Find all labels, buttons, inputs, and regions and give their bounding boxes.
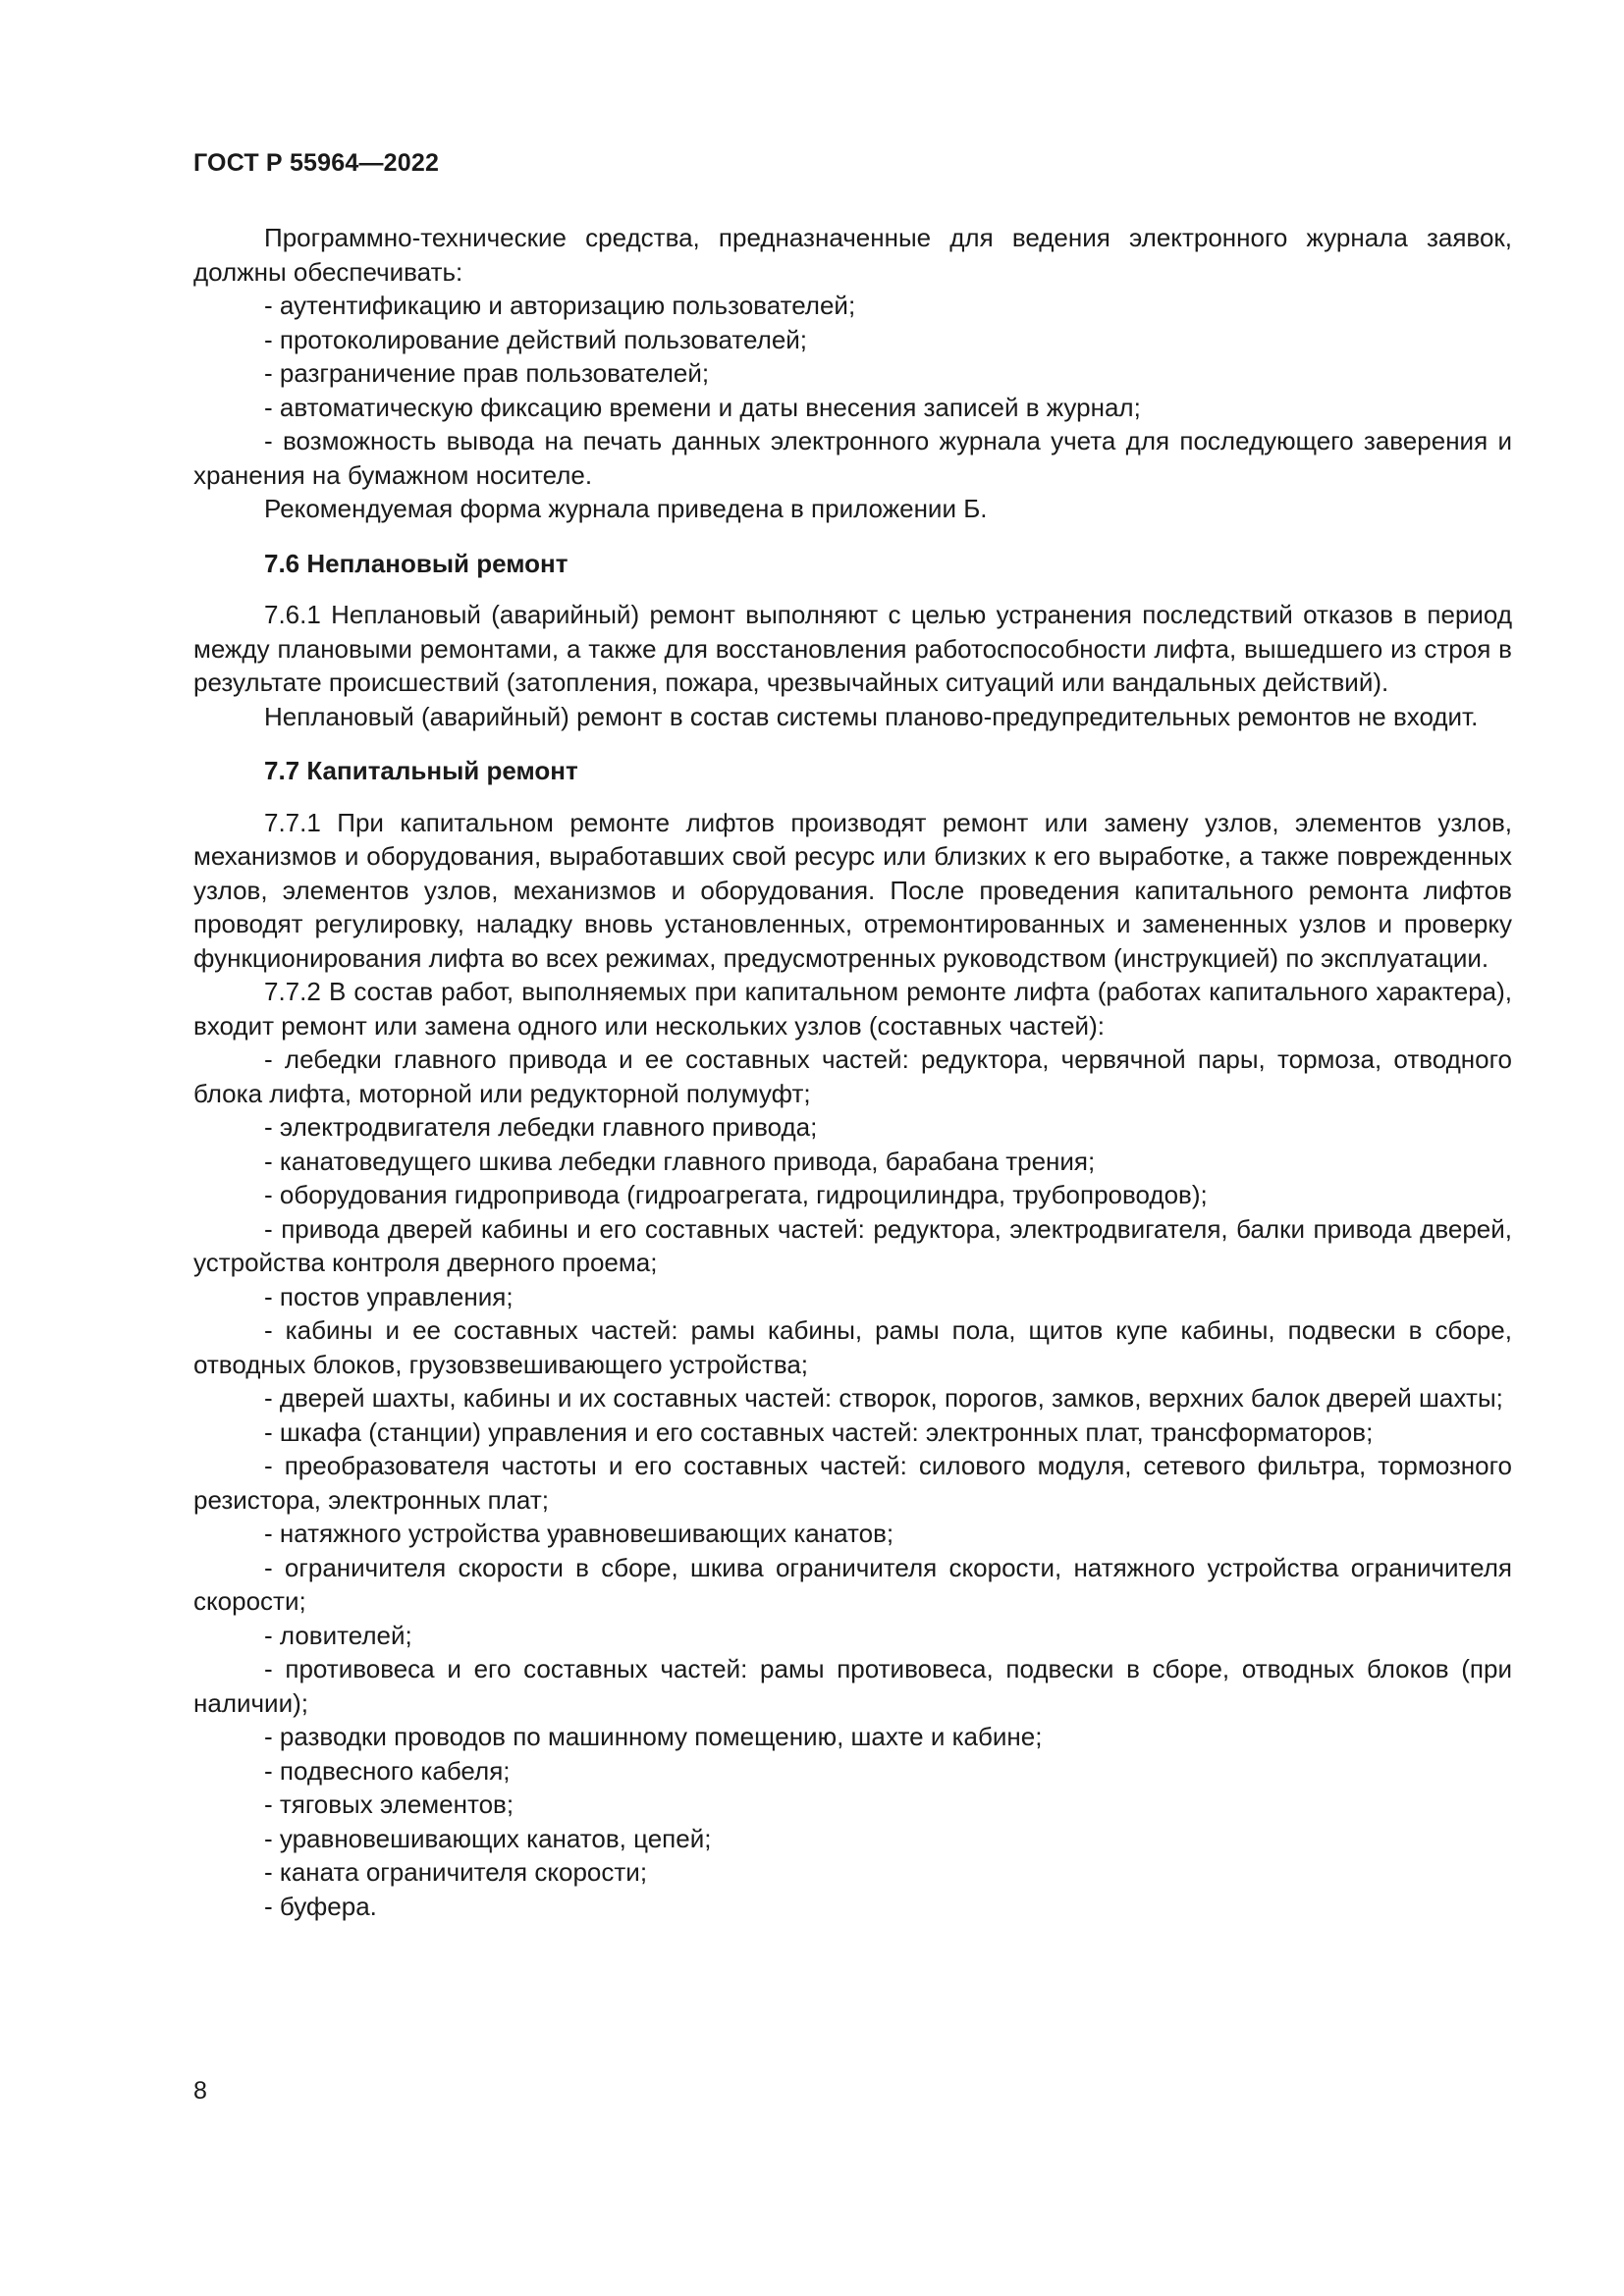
repair-list-item: - разводки проводов по машинному помещению, шахте и кабине;	[264, 1722, 1043, 1751]
section-7-7-1-paragraph: 7.7.1 При капитальном ремонте лифтов производят ремонт или замену узлов, элементов узлов, механизмов и оборудования, выработавших свой ресурс или близких к его выработке, а также поврежденных узлов, элементов узлов, механизмов и оборудования. После проведения капитального ремонта лифтов проводят регулировку, наладку вновь установленных, отремонтированных и замененных узлов и проверку функционирования лифта во всех режимах, предусмотренных руководством (инструкцией) по эксплуатации.	[193, 807, 1512, 973]
section-7-7-2-paragraph: 7.7.2 В состав работ, выполняемых при капитальном ремонте лифта (работах капитального характера), входит ремонт или замена одного или нескольких узлов (составных частей):	[193, 977, 1512, 1041]
repair-list-item: - кабины и ее составных частей: рамы кабины, рамы пола, щитов купе кабины, подвески в сборе, отводных блоков, грузовзвешивающего устройства;	[193, 1315, 1512, 1379]
repair-list-item: - постов управления;	[264, 1281, 514, 1311]
intro-closing-paragraph: Рекомендуемая форма журнала приведена в приложении Б.	[264, 494, 988, 523]
repair-list-item: - натяжного устройства уравновешивающих канатов;	[264, 1519, 894, 1548]
section-7-6-heading: 7.6 Неплановый ремонт	[264, 548, 568, 578]
repair-list-item: - оборудования гидропривода (гидроагрегата, гидроцилиндра, трубопроводов);	[264, 1180, 1208, 1209]
section-7-6-1-paragraph: 7.6.1 Неплановый (аварийный) ремонт выполняют с целью устранения последствий отказов в период между плановыми ремонтами, а также для восстановления работоспособности лифта, вышедшего из строя в результате происшествий (затопления, пожара, чрезвычайных ситуаций или вандальных действий).	[193, 600, 1512, 697]
intro-list-item: - протоколирование действий пользователей;	[264, 324, 808, 354]
page-number: 8	[193, 2077, 207, 2105]
document-code-header: ГОСТ Р 55964—2022	[193, 149, 440, 177]
repair-list-item: - каната ограничителя скорости;	[264, 1857, 648, 1887]
intro-paragraph: Программно-технические средства, предназначенные для ведения электронного журнала заявок, должны обеспечивать:	[193, 223, 1512, 287]
repair-list-item: - дверей шахты, кабины и их составных частей: створок, порогов, замков, верхних балок дверей шахты;	[264, 1383, 1503, 1413]
repair-list-item: - ограничителя скорости в сборе, шкива ограничителя скорости, натяжного устройства ограничителя скорости;	[193, 1552, 1512, 1616]
section-7-7-heading: 7.7 Капитальный ремонт	[264, 756, 578, 785]
section-7-6-paragraph-2: Неплановый (аварийный) ремонт в состав системы планово-предупредительных ремонтов не входит.	[264, 701, 1479, 731]
document-body	[193, 221, 1512, 1923]
repair-list-item: - канатоведущего шкива лебедки главного привода, барабана трения;	[264, 1146, 1096, 1176]
repair-list-item: - электродвигателя лебедки главного привода;	[264, 1112, 818, 1142]
repair-list-item: - ловителей;	[264, 1620, 412, 1650]
intro-list-item: - автоматическую фиксацию времени и даты внесения записей в журнал;	[264, 392, 1141, 422]
repair-list-item: - преобразователя частоты и его составных частей: силового модуля, сетевого фильтра, тормозного резистора, электронных плат;	[193, 1451, 1512, 1515]
intro-list-item: - возможность вывода на печать данных электронного журнала учета для последующего заверения и хранения на бумажном носителе.	[193, 426, 1512, 490]
repair-list-item: - привода дверей кабины и его составных частей: редуктора, электродвигателя, балки привода дверей, устройства контроля дверного проема;	[193, 1213, 1512, 1277]
intro-list-item: - разграничение прав пользователей;	[264, 358, 710, 388]
repair-list-item: - буфера.	[264, 1891, 377, 1921]
repair-list-item: - шкафа (станции) управления и его составных частей: электронных плат, трансформаторов;	[264, 1416, 1374, 1447]
repair-list-item: - подвесного кабеля;	[264, 1755, 511, 1786]
repair-list-item: - тяговых элементов;	[264, 1789, 514, 1819]
intro-list-item: - аутентификацию и авторизацию пользователей;	[264, 291, 856, 320]
repair-list-item: - противовеса и его составных частей: рамы противовеса, подвески в сборе, отводных блоков (при наличии);	[193, 1654, 1512, 1718]
repair-list-item: - уравновешивающих канатов, цепей;	[264, 1823, 712, 1853]
repair-list-item: - лебедки главного привода и ее составных частей: редуктора, червячной пары, тормоза, отводного блока лифта, моторной или редукторной полумуфт;	[193, 1044, 1512, 1108]
